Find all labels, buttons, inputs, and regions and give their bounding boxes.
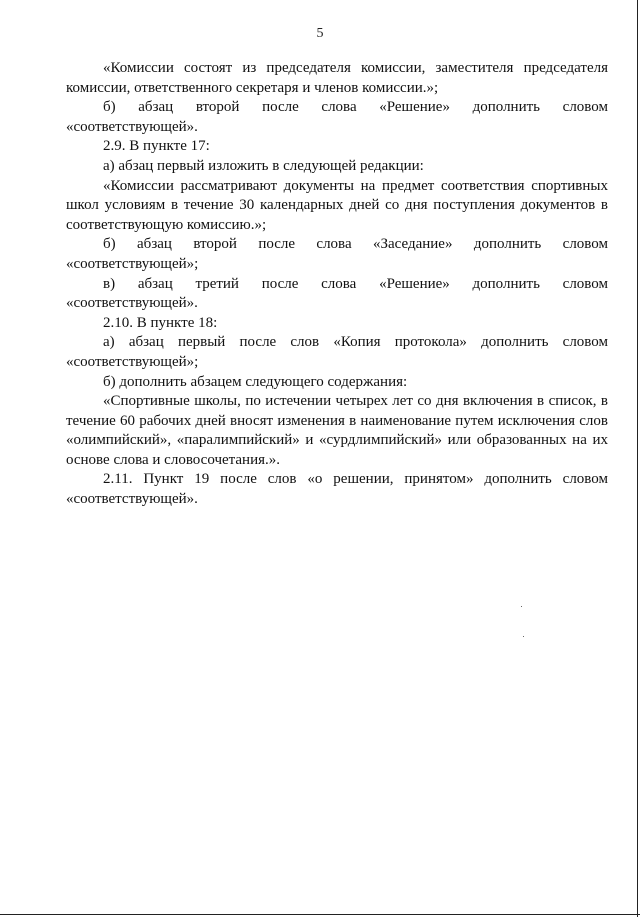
document-body (66, 59, 608, 510)
paragraph-sport-schools-rename: «Спортивные школы, по истечении четырех лет со дня включения в список, в течение 60 рабочих дней вносят изменения в наименование путем исключения слов «олимпийский», «паралимпийский» и «сурдлимпийский» или образованных на их основе слова и словосочетания.». (66, 393, 608, 468)
paragraph-b-zasedanie: б) абзац второй после слова «Заседание» дополнить словом «соответствующей»; (66, 236, 608, 272)
scan-speck (523, 636, 524, 637)
scan-edge-right (637, 0, 638, 917)
paragraph-commission-composition: «Комиссии состоят из председателя комиссии, заместителя председателя комиссии, ответственного секретаря и членов комиссии.»; (66, 60, 608, 96)
paragraph-2-11-point-19: 2.11. Пункт 19 после слов «о решении, принятом» дополнить словом «соответствующей». (66, 471, 608, 508)
paragraph-a-kopiya-protokola: а) абзац первый после слов «Копия протокола» дополнить словом «соответствующей»; (66, 334, 608, 370)
paragraph-commission-review: «Комиссии рассматривают документы на предмет соответствия спортивных школ условиям в течение 30 календарных дней со дня поступления документов в соответствующую комиссию.»; (66, 177, 608, 233)
paragraph-a-first-abzac: а) абзац первый изложить в следующей редакции: (103, 157, 424, 174)
scan-speck (521, 606, 522, 607)
paragraph-b-second-abzac-reshenie: б) абзац второй после слова «Решение» дополнить словом «соответствующей». (66, 99, 608, 135)
paragraph-2-10-heading: 2.10. В пункте 18: (103, 314, 218, 331)
paragraph-2-9-heading: 2.9. В пункте 17: (103, 138, 210, 155)
paragraph-v-third-abzac: в) абзац третий после слова «Решение» дополнить словом «соответствующей». (66, 275, 608, 312)
paragraph-b-add-abzac: б) дополнить абзацем следующего содержания: (103, 373, 408, 390)
page-number: 5 (316, 26, 324, 41)
scan-edge-bottom (0, 914, 640, 915)
